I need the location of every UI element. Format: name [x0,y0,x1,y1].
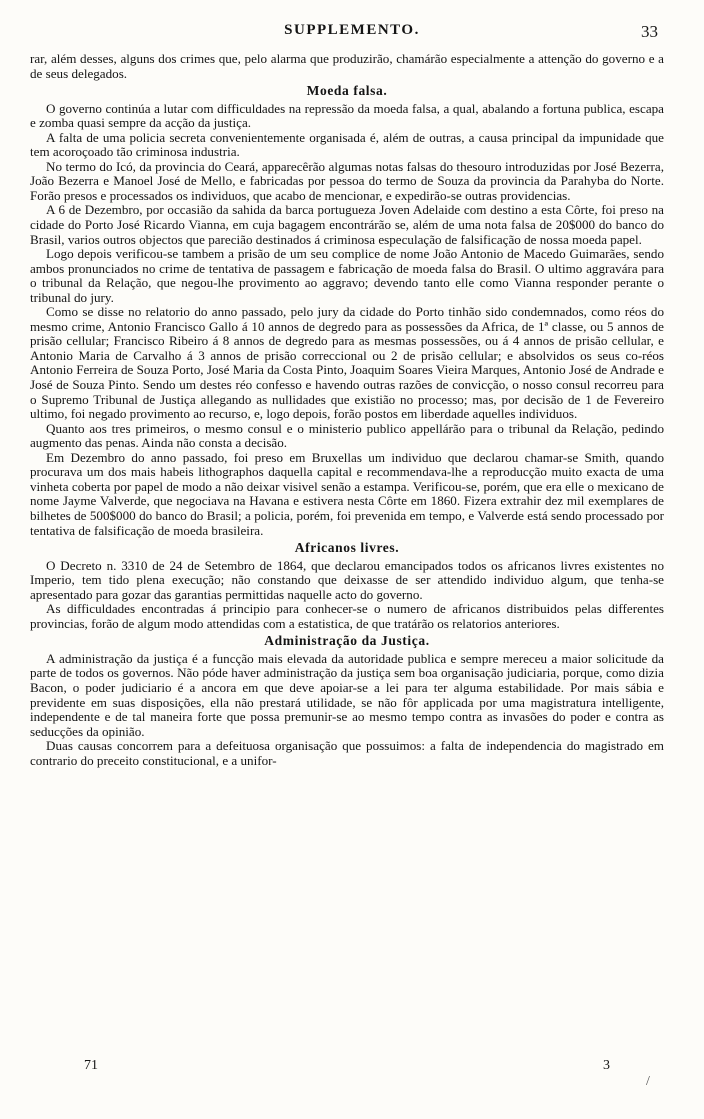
paragraph: rar, além desses, alguns dos crimes que, pelo alarma que produzirão, chamárão especialmente a attenção do governo e a de seus delegados. [30,51,664,81]
page-number: 33 [641,22,658,41]
paragraph: A administração da justiça é a funcção mais elevada da autoridade publica e sempre mereceu a maior solicitude da parte de todos os governos. Não póde haver administração da justiça sem boa organisação judiciaria, porque, como dizia Bacon, o poder judiciario é a ancora em que deve apoiar-se a lei para ter alguma estabilidade. Por mais sábia e previdente em suas disposições, ella não prestará utilidade, se não fôr applicada por uma magistratura intelligente, independente e de tal maneira forte que possa premunir-se ao mesmo tempo contra as invasões do poder e contra as seducções da opinião. [30,650,664,739]
running-title: SUPPLEMENTO. [284,22,420,38]
paragraph: Duas causas concorrem para a defeituosa organisação que possuimos: a falta de independencia do magistrado em contrario do preceito constitucional, e a unifor- [30,738,664,768]
section-continuation [30,52,664,81]
document-body [30,52,664,768]
paragraph: Como se disse no relatorio do anno passado, pelo jury da cidade do Porto tinhão sido condemnados, como réos do mesmo crime, Antonio Francisco Gallo á 10 annos de degredo para as possessões da Africa, de 1ª classe, ou 5 annos de prisão cellular; Francisco Ribeiro á 8 annos de degredo para as mesmas possessões, ou á 4 annos de prisão cellular, e Antonio Maria de Carvalho á 3 annos de prisão correccional ou 2 de prisão cellular; e absolvidos os seus co-réos Antonio Ferreira de Souza Porto, José Maria da Costa Pinto, Joaquim Soares Vieira Marques, Antonio José de Andrade e José de Souza Pinto. Sendo um destes réo confesso e havendo outras razões de convicção, o nosso consul recorreu para o Supremo Tribunal de Justiça allegando as nullidades que existião no processo; mas, por decisão de 1 de Fevereiro ultimo, foi negado provimento ao recurso, e, logo depois, forão postos em liberdade aquelles individuos. [30,304,664,422]
page-footer [0,1058,704,1078]
paragraph: A falta de uma policia secreta convenientemente organisada é, além de outras, a causa principal da impunidade que tem acoroçoado tão criminosa industria. [30,129,664,160]
paragraph: Logo depois verificou-se tambem a prisão de um seu complice de nome João Antonio de Macedo Guimarães, sendo ambos pronunciados no crime de tentativa de passagem e fabricação de moeda falsa do Brasil. O ultimo aggravára para o tribunal da Relação, que negou-lhe provimento ao aggravo; devendo tanto elle como Vianna responder perante o tribunal do jury. [30,246,664,305]
page-header [0,22,704,50]
section-heading: Administração da Justiça. [264,633,430,649]
section-heading: Africanos livres. [294,540,400,556]
paragraph: O Decreto n. 3310 de 24 de Setembro de 1864, que declarou emancipados todos os africanos livres existentes no Imperio, tem tido plena execução; não constando que deixasse de ser attendido individuo algum, que tenha-se apresentado para gozar das garantias permittidas naquelle acto do governo. [30,557,664,602]
paragraph: No termo do Icó, da provincia do Ceará, apparecêrão algumas notas falsas do thesouro introduzidas por José Bezerra, João Bezerra e Manoel José de Mello, e fabricadas por pessoa do termo de Souza da provincia da Parahyba do Norte. Forão presos e processados os individuos, que acabo de mencionar, e expedirão-se outras providencias. [30,158,664,203]
section-administracao-justica [30,634,664,768]
section-heading: Moeda falsa. [306,83,388,99]
section-africanos-livres [30,541,664,631]
paragraph: As difficuldades encontradas á principio para conhecer-se o numero de africanos distribuidos pelas differentes provincias, forão de algum modo attendidas com a estatistica, de que tratárão os relatorios anteriores. [30,601,664,631]
paragraph: Em Dezembro do anno passado, foi preso em Bruxellas um individuo que declarou chamar-se Smith, quando procurava um dos mais habeis lithographos daquella capital e recommendava-lhe a reproducção muito exacta de uma vinheta coberta por papel de modo a não deixar visivel senão a estampa. Verificou-se, porém, que era elle o mexicano de nome Jayme Valverde, que negociava na Havana e estivera nesta Côrte em 1860. Fizera extrahir dez mil exemplares de bilhetes de 500$000 do banco do Brasil; a policia, porém, foi prevenida em tempo, e Valverde está sendo processado por tentativa de falsificação de moeda brasileira. [30,449,664,538]
paragraph: A 6 de Dezembro, por occasião da sahida da barca portugueza Joven Adelaide com destino a esta Côrte, foi preso na cidade do Porto José Ricardo Vianna, em cuja bagagem encontrárão se, além de uma nota falsa de 20$000 do banco do Brasil, varios outros objectos que parecião destinados á criminosa especulação de falsificação de nossa moeda papel. [30,202,664,247]
paragraph: O governo continúa a lutar com difficuldades na repressão da moeda falsa, a qual, abalando a fortuna publica, escapa e zomba quasi sempre da acção da justiça. [30,100,664,131]
paragraph: Quanto aos tres primeiros, o mesmo consul e o ministerio publico appellárão para o tribunal da Relação, pedindo augmento das penas. Ainda não consta a decisão. [30,420,664,451]
margin-mark: / [646,1074,650,1089]
sheet-number: 3 [603,1058,610,1073]
section-moeda-falsa [30,84,664,538]
printer-signature: 71 [84,1058,98,1073]
